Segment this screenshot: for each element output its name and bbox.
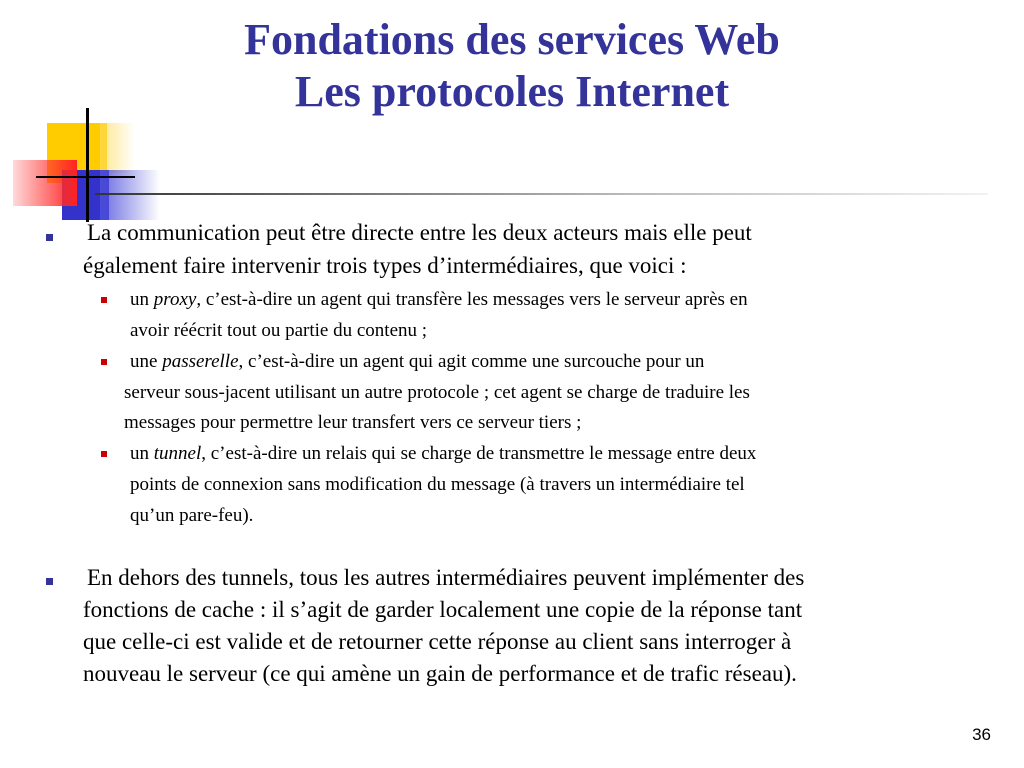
slide-title — [120, 14, 904, 118]
sub-bullet-tunnel-line-3: qu’un pare-feu). — [130, 505, 254, 526]
sub-bullet-passerelle-line-1 — [130, 346, 704, 377]
bullet-2-line-3: que celle-ci est valide et de retourner cette réponse au client sans interroger à — [83, 629, 792, 654]
decor-yellow-fade — [100, 123, 135, 173]
page-number: 36 — [972, 725, 991, 744]
sub-bullet-marker — [101, 359, 107, 365]
sub-bullet-passerelle-line-2: serveur sous-jacent utilisant un autre protocole ; cet agent se charge de traduire les — [124, 382, 750, 403]
sub-bullet-text: , c’est-à-dire un relais qui se charge de transmettre le message entre deux — [201, 443, 757, 464]
bullet-2-line-4: nouveau le serveur (ce qui amène un gain de performance et de trafic réseau). — [83, 661, 797, 686]
term-tunnel: tunnel — [153, 443, 202, 464]
sub-bullet-proxy-line-2: avoir réécrit tout ou partie du contenu ; — [130, 320, 428, 341]
title-line-2: Les protocoles Internet — [294, 67, 730, 116]
sub-bullet-marker — [101, 297, 107, 303]
sub-bullet-prefix: un — [130, 443, 154, 464]
bullet-marker — [46, 234, 53, 241]
decor-horizontal-line — [36, 176, 135, 178]
sub-bullet-tunnel-line-2: points de connexion sans modification du message (à travers un intermédiaire tel — [130, 474, 745, 495]
term-proxy: proxy — [153, 289, 197, 310]
bullet-marker — [46, 578, 53, 585]
sub-bullet-proxy-line-1 — [130, 284, 748, 315]
decor-vertical-line — [86, 108, 89, 222]
decor-red-square — [13, 160, 77, 206]
term-passerelle: passerelle — [162, 351, 239, 372]
sub-bullet-prefix: une — [130, 351, 163, 372]
bullet-2-line-1: En dehors des tunnels, tous les autres intermédiaires peuvent implémenter des — [87, 565, 805, 590]
title-line-1: Fondations des services Web — [244, 15, 780, 64]
sub-bullet-prefix: un — [130, 289, 154, 310]
sub-bullet-text: , c’est-à-dire un agent qui transfère les messages vers le serveur après en — [196, 289, 748, 310]
sub-bullet-marker — [101, 451, 107, 457]
bullet-1-line-1: La communication peut être directe entre les deux acteurs mais elle peut — [87, 220, 752, 245]
bullet-1-line-2: également faire intervenir trois types d’intermédiaires, que voici : — [83, 253, 687, 278]
title-divider-rule — [95, 193, 988, 195]
sub-bullet-passerelle-line-3: messages pour permettre leur transfert vers ce serveur tiers ; — [124, 412, 582, 433]
bullet-2-line-2: fonctions de cache : il s’agit de garder localement une copie de la réponse tant — [83, 597, 803, 622]
sub-bullet-text: , c’est-à-dire un agent qui agit comme une surcouche pour un — [238, 351, 705, 372]
sub-bullet-tunnel-line-1 — [130, 438, 756, 469]
